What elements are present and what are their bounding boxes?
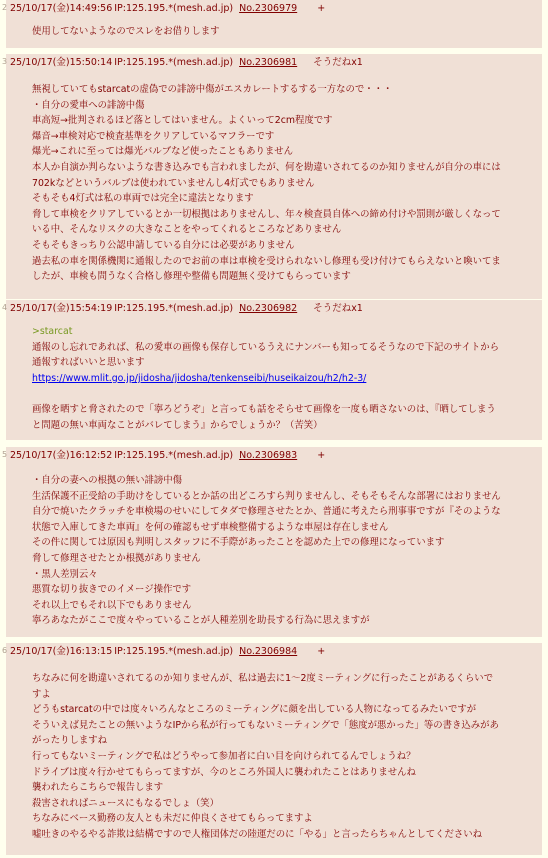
post-line: したが、車検も問うなく合格し修理や整備も問題無く受けてもらっています: [32, 271, 351, 283]
post-ip: IP:125.195.*(mesh.ad.jp): [114, 3, 234, 14]
post-line: 車高短→批判されるほど落としてはいません。よくいって2cm程度です: [32, 115, 333, 127]
post-date: 25/10/17(金)15:50:14: [10, 57, 113, 68]
post-line: 状態で入庫してきた車両』を何の確認もせず車検整備するような車屋は存在しません: [32, 521, 389, 533]
post-date: 25/10/17(金)16:12:52: [10, 450, 113, 461]
post-body: [32, 324, 532, 433]
post-line: 自分で焼いたクラッチを車検場のせいにしてタダで修理させたとか、普通に考えたら刑事事ですが『そのような: [32, 506, 501, 518]
post-body: [32, 82, 532, 285]
post-line: と問題の無い車両なことがバレてしまう』からでしょうか？（苦笑）: [32, 419, 323, 431]
post-line: すよ: [32, 688, 51, 700]
post-line: そういえば見たことの無いようなIPから私が行ってもないミーティングで「態度が悪かった」等の書き込みがあ: [32, 719, 499, 731]
post-line: 脅して修理させたとか根拠がありません: [32, 552, 201, 564]
post-line: ・自分の愛車への誹謗中傷: [32, 99, 145, 111]
soudane-button[interactable]: そうだねx1: [313, 57, 363, 68]
post-header: [10, 645, 325, 658]
post: [2, 54, 542, 299]
post-line: 爆音→車検対応で検査基準をクリアしているマフラーです: [32, 130, 275, 142]
post-marker: 3: [2, 57, 8, 66]
post-line: 本人か自演か判らないような書き込みでも言われましたが、何を勘違いされてるのか知りませんが自分の車には: [32, 161, 501, 173]
post-date: 25/10/17(金)16:13:15: [10, 646, 113, 657]
post-date: 25/10/17(金)15:54:19: [10, 303, 113, 314]
external-link[interactable]: https://www.mlit.go.jp/jidosha/jidosha/tenkenseibi/huseikaizou/h2/h2-3/: [32, 372, 367, 384]
post-line: そもそも4灯式は私の車両では完全に違法となります: [32, 193, 254, 205]
post-line: 脅して車検をクリアしているとか一切根拠はありませんし、年々検査員自体への締め付けや罰則が厳しくなって: [32, 208, 501, 220]
post-marker: 6: [2, 646, 8, 655]
post: [2, 300, 542, 440]
post: [2, 447, 542, 637]
post: [2, 0, 542, 48]
post-line: そもそもきっちり公認申請している自分には必要がありません: [32, 239, 295, 251]
post-line: その件に関しては原因も判明しスタッフに不手際があったことを認めた上での修理になっています: [32, 537, 445, 549]
post-line: 悪質な切り抜きでのイメージ操作です: [32, 584, 192, 596]
post-marker: 4: [2, 303, 8, 312]
post-header: [10, 302, 363, 315]
post-line: 無視していてもstarcatの虚偽での誹謗中傷がエスカレートするする一方なので・・・: [32, 84, 393, 95]
quote-line: >starcat: [32, 326, 73, 337]
post-line: ちなみに何を勘違いされてるのか知りませんが、私は過去に1〜2度ミーティングに行ったことがあるくらいで: [32, 673, 493, 684]
post-ip: IP:125.195.*(mesh.ad.jp): [114, 303, 234, 314]
post-line: ・黒人差別云々: [32, 568, 98, 580]
post-line: 過去私の車を関係機関に通報したのでお前の車は車検を受けられないし修理も受け付けてもらえないと喚いてま: [32, 255, 501, 267]
post-line: それ以上でもそれ以下でもありません: [32, 599, 192, 611]
post-line: 通報のし忘れであれば、私の愛車の画像も保存しているうえにナンバーも知ってるそうなので下記のサイトから: [32, 341, 499, 353]
post-header: [10, 2, 325, 15]
post-body: [32, 24, 532, 40]
post-ip: IP:125.195.*(mesh.ad.jp): [114, 57, 234, 68]
post-body: [32, 473, 532, 629]
post-line: [32, 371, 532, 387]
soudane-button[interactable]: そうだねx1: [313, 303, 363, 314]
plus-button[interactable]: +: [317, 646, 326, 657]
post-line: いる中、そんなリスクの大きなことをやってくれるところなどありません: [32, 224, 342, 236]
post-line: ちなみにベース勤務の友人とも未だに仲良くさせてもらってますよ: [32, 813, 313, 825]
post-line: ドライブは度々行かせてもらってますが、今のところ外国人に襲われたことはありませんね: [32, 766, 416, 778]
post-header: [10, 449, 325, 462]
post-ip: IP:125.195.*(mesh.ad.jp): [114, 450, 234, 461]
post-line: 行ってもないミーティングで私はどうやって参加者に白い目を向けられてるんでしょうね？: [32, 750, 416, 762]
post-number-link[interactable]: No.2306981: [239, 57, 298, 68]
post-line: どうもstarcatの中では度々いろんなところのミーティングに顔を出している人物になってるみたいですが: [32, 704, 477, 716]
post-number-link[interactable]: No.2306983: [239, 450, 298, 461]
post-line: 702kなどというバルブは使われていませんし4灯式でもありません: [32, 177, 315, 189]
post-line: 襲われたらこちらで報告します: [32, 782, 164, 794]
post-line: 画像を晒すと脅されたので「寧ろどうぞ」と言っても話をそらせて画像を一度も晒さないのは、『晒してしまう: [32, 403, 496, 415]
post-number-link[interactable]: No.2306979: [239, 3, 298, 14]
post-body: [32, 671, 532, 843]
post-marker: 2: [2, 3, 8, 12]
post-line: 殺害されればニュースにもなるでしょ（笑）: [32, 797, 219, 809]
plus-button[interactable]: +: [317, 450, 326, 461]
post: [2, 643, 542, 855]
post-line: 爆光→これに至っては爆光バルブなど使ったこともありません: [32, 146, 293, 158]
post-line: [32, 386, 532, 402]
post-ip: IP:125.195.*(mesh.ad.jp): [114, 646, 234, 657]
post-line: 嘘吐きのやるやる詐欺は結構ですので人権団体だの陸運だのに「やる」と言ったらちゃんとしてくださいね: [32, 828, 483, 840]
post-line: ・自分の妻への根拠の無い誹謗中傷: [32, 475, 183, 486]
post-date: 25/10/17(金)14:49:56: [10, 3, 113, 14]
post-line: 使用してないようなのでスレをお借りします: [32, 26, 220, 37]
post-header: [10, 56, 363, 69]
post-line: 寧ろあなたがここで度々やっていることが人種差別を助長する行為に思えますが: [32, 615, 370, 627]
post-number-link[interactable]: No.2306982: [239, 303, 298, 314]
post-number-link[interactable]: No.2306984: [239, 646, 298, 657]
post-line: がったりしますね: [32, 735, 108, 747]
post-marker: 5: [2, 450, 8, 459]
post-line: 通報すればいいと思います: [32, 357, 145, 369]
plus-button[interactable]: +: [317, 3, 326, 14]
post-line: 生活保護不正受給の手助けをしているとか話の出どころすら判りませんし、そもそもそんな部署にはおりません: [32, 490, 501, 502]
